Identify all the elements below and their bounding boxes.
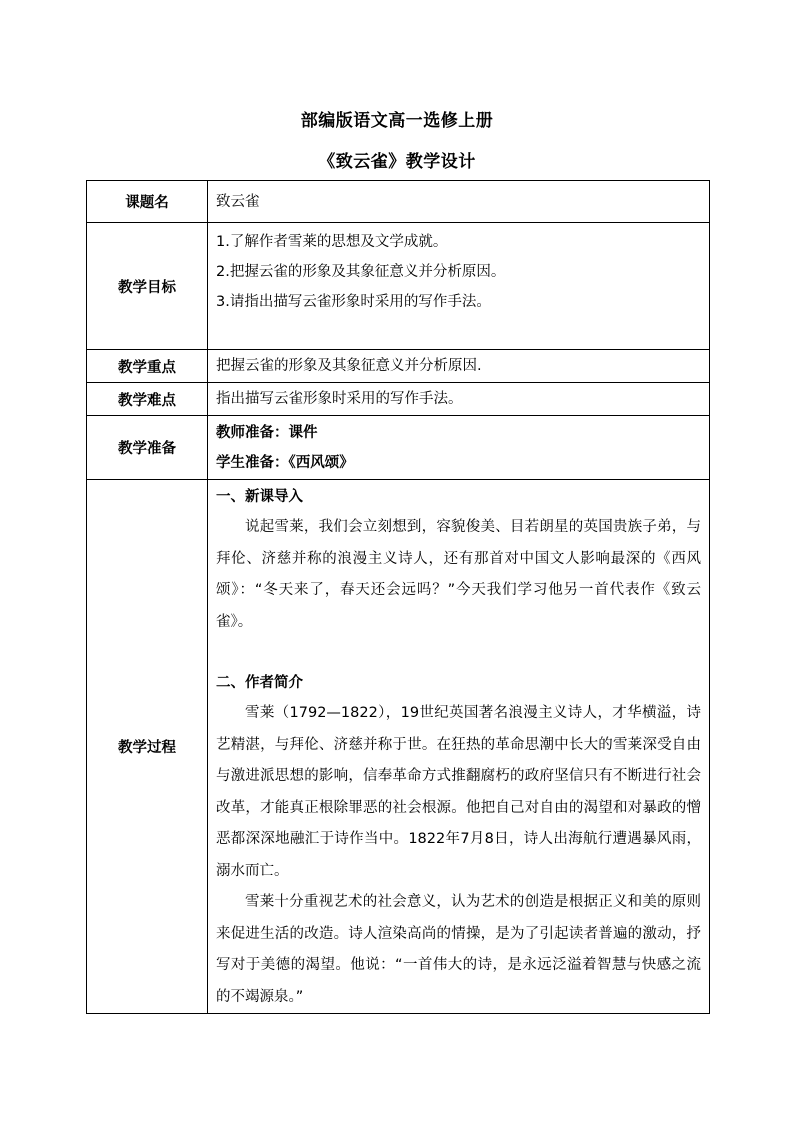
label-topic: 课题名	[87, 181, 208, 223]
section-author-title: 二、作者简介	[216, 675, 303, 691]
label-key-points: 教学重点	[87, 350, 208, 383]
value-difficulties	[208, 383, 710, 416]
value-process	[208, 480, 710, 1014]
section-author-text-1: 雪莱（1792—1822），19世纪英国著名浪漫主义诗人，才华横溢，诗艺精湛，与拜伦、济慈并称于世。在狂热的革命思潮中长大的雪莱深受自由与激进派思想的影响，信奉革命方式推翻腐朽的政府坚信只有不断进行社会改革，才能真正根除罪恶的社会根源。他把自己对自由的渴望和对暴政的憎恶都深深地融汇于诗作当中。1822年7月8日，诗人出海航行遭遇暴风雨，溺水而亡。	[216, 705, 701, 879]
row-difficulties	[87, 383, 710, 416]
goal-item: 3.请指出描写云雀形象时采用的写作手法。	[216, 294, 491, 310]
goal-item: 2.把握云雀的形象及其象征意义并分析原因。	[216, 264, 506, 280]
document-title-line1: 部编版语文高一选修上册	[300, 111, 494, 131]
goal-item: 1.了解作者雪莱的思想及文学成就。	[216, 234, 448, 250]
section-new-lesson-title: 一、新课导入	[216, 489, 303, 505]
teacher-preparation: 教师准备：课件	[216, 424, 318, 441]
lesson-plan-table	[86, 180, 710, 1014]
value-key-points	[208, 350, 710, 383]
document-title-line2: 《致云雀》教学设计	[318, 152, 476, 172]
topic-text: 致云雀	[216, 193, 260, 210]
value-topic	[208, 181, 710, 223]
label-goals: 教学目标	[87, 223, 208, 350]
section-author-text-2: 雪莱十分重视艺术的社会意义，认为艺术的创造是根据正义和美的原则来促进生活的改造。诗人渲染高尚的情操，是为了引起读者普遍的激动，抒写对于美德的渴望。他说：“一首伟大的诗，是永远泛溢着智慧与快感之流的不竭源泉。”	[216, 894, 701, 1005]
row-key-points	[87, 350, 710, 383]
row-topic	[87, 181, 710, 223]
section-spacer	[216, 638, 701, 668]
section-new-lesson-text: 说起雪莱，我们会立刻想到，容貌俊美、目若朗星的英国贵族子弟，与拜伦、济慈并称的浪漫主义诗人，还有那首对中国文人影响最深的《西风颂》：“冬天来了，春天还会远吗？”今天我们学习他另一首代表作《致云雀》。	[216, 519, 701, 630]
label-preparation: 教学准备	[87, 416, 208, 480]
row-goals	[87, 223, 710, 350]
student-preparation: 学生准备：《西风颂》	[216, 454, 354, 471]
value-preparation	[208, 416, 710, 480]
value-goals	[208, 223, 710, 350]
label-difficulties: 教学难点	[87, 383, 208, 416]
key-points-text: 把握云雀的形象及其象征意义并分析原因.	[216, 358, 482, 374]
row-preparation	[87, 416, 710, 480]
difficulties-text: 指出描写云雀形象时采用的写作手法。	[216, 391, 463, 407]
row-process	[87, 480, 710, 1014]
label-process: 教学过程	[87, 480, 208, 1014]
